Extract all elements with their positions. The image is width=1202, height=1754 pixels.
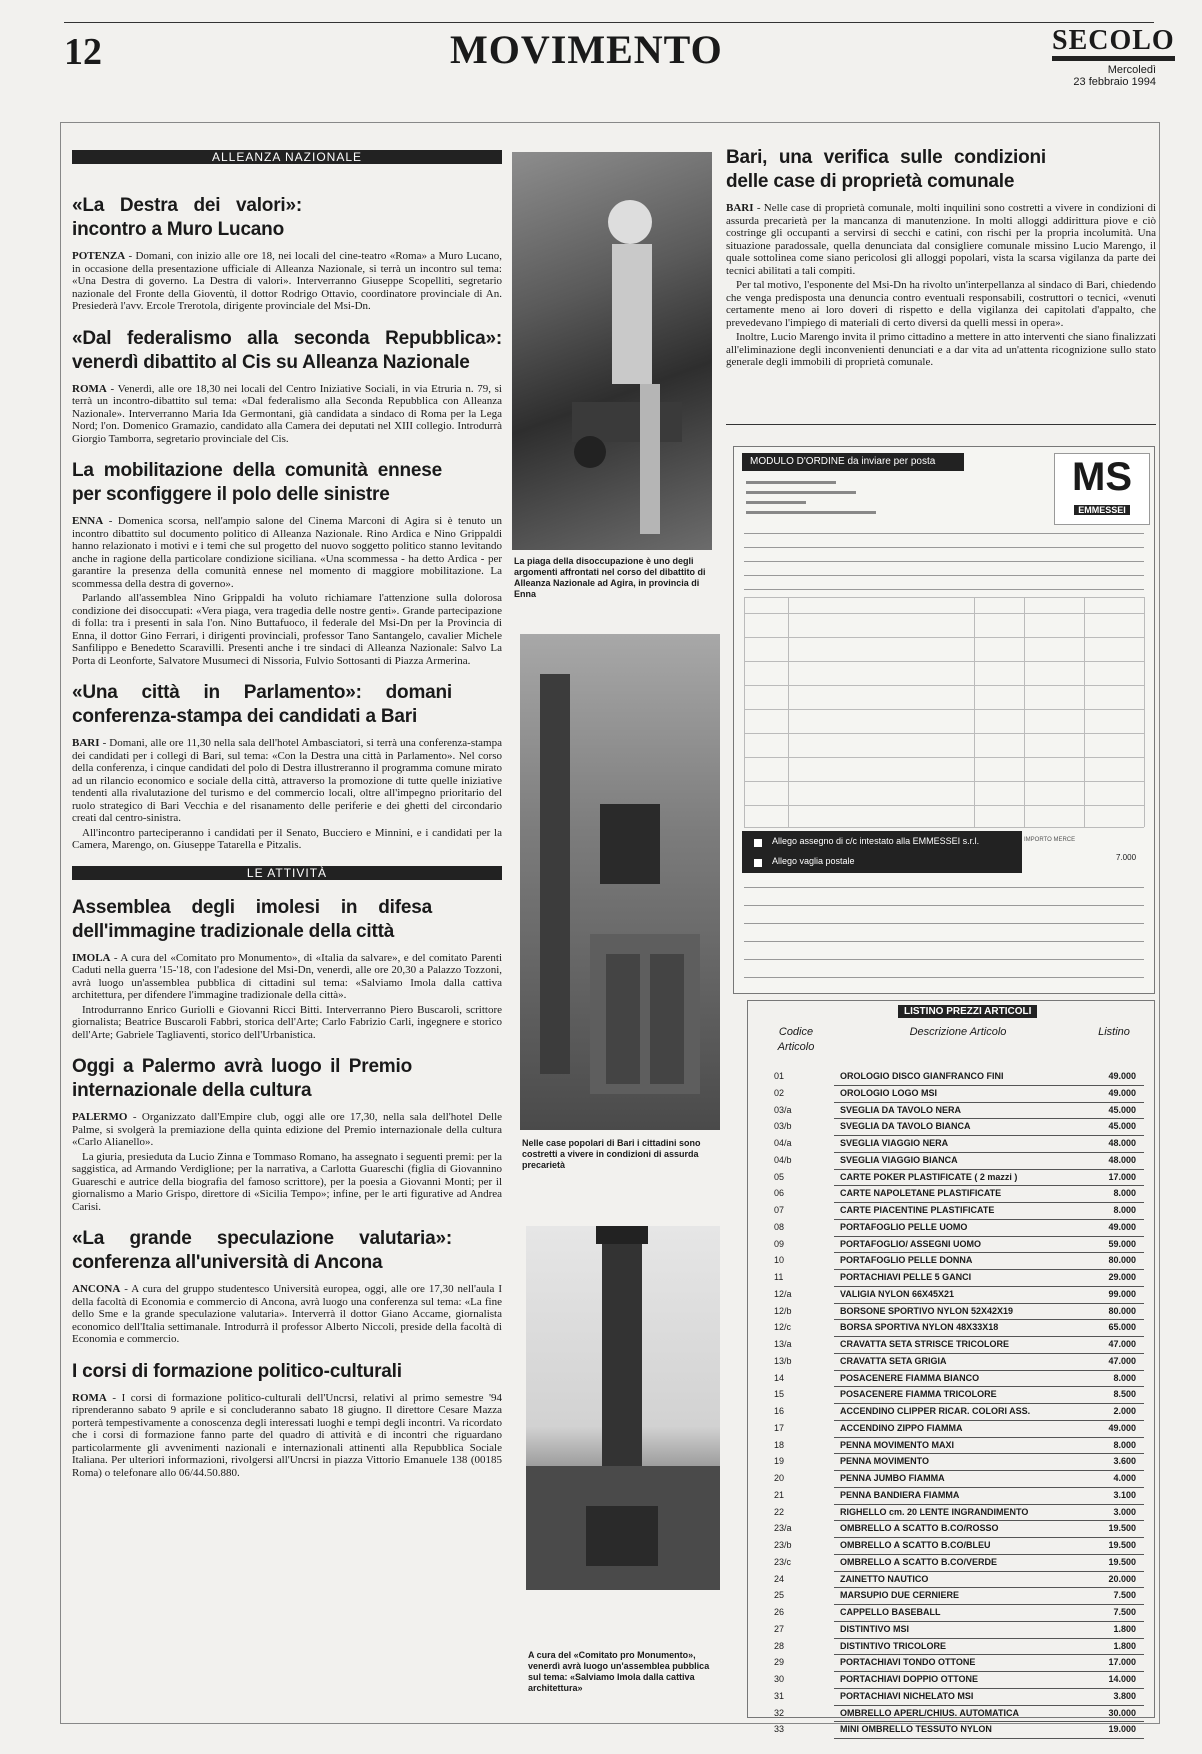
article-code: 20 — [774, 1473, 785, 1483]
table-row — [774, 1572, 1144, 1589]
table-row — [774, 1404, 1144, 1421]
article-body: La giuria, presieduta da Lucio Zinna e Tommaso Romano, ha assegnato i seguenti premi: per la saggistica, ad Armando Verdiglione; per la narrativa, a Carlotta Guareschi (figlia di Giovannino Guareschi e autrice della biografia del famoso scrittore), per la poesia a Giovanni Monti; per il giornalismo a Mario Grispo, direttore di «Sicilia Tempo»; infine, per le arti figurative ad Andrea Carisi. — [72, 1150, 502, 1213]
article-headline: Assemblea degli imolesi in difesa dell'immagine tradizionale della città — [72, 896, 432, 942]
article-price: 8.000 — [1113, 1439, 1136, 1450]
table-row — [774, 1270, 1144, 1287]
table-row — [774, 1655, 1144, 1672]
table-row — [774, 1170, 1144, 1187]
article-description: POSACENERE FIAMMA TRICOLORE — [840, 1389, 997, 1400]
right-divider — [726, 424, 1156, 425]
article-price: 17.000 — [1108, 1171, 1136, 1182]
article-code: 23/b — [774, 1540, 792, 1550]
amount-value: 7.000 — [1116, 853, 1137, 862]
table-row — [774, 1588, 1144, 1605]
article-code: 02 — [774, 1087, 785, 1098]
article-price: 20.000 — [1108, 1573, 1136, 1584]
article-description: CARTE POKER PLASTIFICATE ( 2 mazzi ) — [840, 1171, 1018, 1182]
article-code: 11 — [774, 1272, 784, 1282]
photo-imola-tower — [526, 1226, 720, 1590]
article-description: DISTINTIVO MSI — [840, 1623, 910, 1634]
form-field-line[interactable] — [744, 959, 1144, 960]
form-field-line[interactable] — [744, 923, 1144, 924]
left-column — [72, 150, 502, 1493]
top-rule — [64, 22, 1154, 23]
article-price: 48.000 — [1108, 1154, 1136, 1165]
header-code: Codice Articolo — [777, 1026, 815, 1053]
issue-date: 23 febbraio 1994 — [1073, 76, 1156, 88]
article-headline: I corsi di formazione politico-culturali — [72, 1360, 402, 1382]
article-description: MARSUPIO DUE CERNIERE — [840, 1590, 960, 1601]
article-muro-lucano — [72, 194, 502, 313]
article-code: 23/a — [774, 1523, 792, 1534]
photo-caption-1: La piaga della disoccupazione è uno degli argomenti affrontati nel corso del dibattito di Alleanza Nazionale ad Agira, in provincia di Enna — [514, 556, 706, 599]
article-price: 17.000 — [1108, 1657, 1136, 1668]
article-price: 49.000 — [1108, 1071, 1136, 1081]
weekday: Mercoledì — [1107, 64, 1156, 76]
article-description: PENNA MOVIMENTO MAXI — [840, 1439, 955, 1450]
table-row — [774, 1103, 1144, 1120]
table-row — [774, 1069, 1144, 1086]
article-headline: «Dal federalismo alla seconda Repubblica»: venerdì dibattito al Cis su Alleanza Nazionale — [72, 327, 502, 373]
article-code: 05 — [774, 1171, 785, 1182]
article-description: MINI OMBRELLO TESSUTO NYLON — [840, 1724, 992, 1735]
table-row — [774, 1505, 1144, 1522]
article-description: ACCENDINO CLIPPER RICAR. COLORI ASS. — [840, 1406, 1031, 1416]
article-price: 19.500 — [1108, 1556, 1136, 1567]
article-price: 80.000 — [1108, 1305, 1136, 1316]
article-bari-parlamento — [72, 681, 502, 852]
article-enna — [72, 459, 502, 667]
table-row — [774, 1186, 1144, 1203]
dateline: POTENZA — [72, 250, 126, 262]
dateline: BARI — [726, 202, 754, 214]
article-price: 3.000 — [1113, 1506, 1136, 1517]
photo-bari-houses — [520, 634, 720, 1130]
article-price: 99.000 — [1108, 1288, 1136, 1299]
article-price: 7.500 — [1113, 1590, 1136, 1601]
dateline: ENNA — [72, 515, 104, 527]
article-description: PENNA BANDIERA FIAMMA — [840, 1489, 960, 1500]
article-description: PORTAFOGLIO PELLE DONNA — [840, 1255, 973, 1266]
table-row — [774, 1371, 1144, 1388]
article-description: PENNA JUMBO FIAMMA — [840, 1473, 945, 1483]
article-code: 29 — [774, 1657, 785, 1668]
article-price: 80.000 — [1108, 1255, 1136, 1266]
check-option-checkbox[interactable] — [754, 839, 762, 847]
dateline: ROMA — [72, 1391, 107, 1404]
article-headline: «Una città in Parlamento»: domani conferenza-stampa dei candidati a Bari — [72, 682, 452, 727]
building-illustration — [520, 634, 720, 1130]
article-price: 65.000 — [1108, 1322, 1136, 1333]
article-description: RIGHELLO cm. 20 LENTE INGRANDIMENTO — [840, 1506, 1029, 1517]
form-field-line[interactable] — [744, 905, 1144, 906]
article-code: 22 — [774, 1506, 785, 1517]
article-headline: «La grande speculazione valutaria»: conferenza all'università di Ancona — [72, 1228, 452, 1273]
amount-label: IMPORTO MERCE — [1024, 837, 1076, 843]
table-row — [774, 1253, 1144, 1270]
article-description: SVEGLIA DA TAVOLO BIANCA — [840, 1121, 971, 1132]
article-body: Introdurranno Enrico Guriolli e Giovanni Ricci Bitti. Interverranno Piero Buscaroli, scrittore giornalista; Beatrice Buscaroli Fabbri, storica dell'Arte; Carlo Fabrizio Carli, ingegnere e storico dell'Arte; Gabriele Tagliaventi, storico dell'Urbanistica. — [72, 1003, 502, 1041]
article-description: VALIGIA NYLON 66X45X21 — [840, 1288, 955, 1299]
article-headline: «La Destra dei valori»: incontro a Muro Lucano — [72, 195, 302, 240]
article-body: - Domenica scorsa, nell'ampio salone del Cinema Marconi di Agira si è tenuto un incontro dibattito sul documento politico di Alleanza Nazionale. Rino Ardica e Nino Grippaldi hanno relazionato i motivi e i temi che sul progetto del nuovo soggetto politico stanno levitando anche in ragione della particolare condizione siciliana. «Una scommessa - ha detto Ardica - per garantire la presenza della comunità ennese nel momento di maggiore mobilitazione. La scommessa della destra di governo». — [72, 515, 503, 590]
article-body: - A cura del «Comitato pro Monumento», di «Italia da salvare», e del comitato Parenti Caduti nella guerra '15-'18, con l'adesione del Msi-Dn, venerdì, alle ore 20,30 a Palazzo Tozzoni, avrà luogo un'assemblea pubblica di cittadini sul tema: «Salviamo Imola dalla cattiva architettura, per difendere l'immagine tradizionale della città». — [72, 951, 503, 1001]
table-row — [774, 1086, 1144, 1103]
table-row — [774, 1354, 1144, 1371]
table-row — [774, 1538, 1144, 1555]
article-code: 18 — [774, 1439, 785, 1450]
price-list — [747, 1000, 1155, 1735]
article-description: DISTINTIVO TRICOLORE — [840, 1640, 947, 1651]
article-imola — [72, 896, 502, 1042]
table-row — [774, 1237, 1144, 1254]
newspaper-brand: SECOLO — [1052, 26, 1175, 61]
article-description: CARTE NAPOLETANE PLASTIFICATE — [840, 1188, 1002, 1199]
article-price: 7.500 — [1113, 1607, 1136, 1617]
article-description: ZAINETTO NAUTICO — [840, 1573, 929, 1584]
article-code: 15 — [774, 1389, 785, 1400]
article-price: 8.000 — [1113, 1188, 1136, 1199]
article-code: 07 — [774, 1205, 785, 1215]
article-price: 48.000 — [1108, 1138, 1136, 1148]
article-price: 8.000 — [1113, 1205, 1136, 1215]
article-price: 49.000 — [1108, 1087, 1136, 1098]
article-description: PORTAFOGLIO PELLE UOMO — [840, 1221, 968, 1232]
article-headline: La mobilitazione della comunità ennese per sconfiggere il polo delle sinistre — [72, 460, 442, 505]
article-description: CARTE PIACENTINE PLASTIFICATE — [840, 1205, 995, 1215]
article-description: OROLOGIO DISCO GIANFRANCO FINI — [840, 1071, 1004, 1081]
article-code: 04/a — [774, 1138, 792, 1148]
article-body: - Organizzato dall'Empire club, oggi alle ore 17,30, nella sala dell'hotel Delle Palme, si svolgerà la premiazione della quinta edizione del Premio internazionale della cultura «Carlo Alianello». — [72, 1111, 503, 1148]
table-row — [774, 1672, 1144, 1689]
table-row — [774, 1287, 1144, 1304]
table-row — [774, 1203, 1144, 1220]
page-number: 12 — [64, 31, 102, 73]
table-row — [774, 1304, 1144, 1321]
article-description: POSACENERE FIAMMA BIANCO — [840, 1372, 980, 1383]
table-row — [774, 1421, 1144, 1438]
article-body: - Venerdì, alle ore 18,30 nei locali del Centro Iniziative Sociali, in via Etruria n. 79, si terrà un incontro-dibattito sul tema: «Dal federalismo alla Seconda Repubblica con Alleanza Nazionale». Interverranno Maria Ida Germontani, già candidata a sindaco di Roma per la Lega Nord; l'on. Domenico Gramazio, candidato alla Camera dei deputati nel XIII collegio. Introdurrà Giorgio Tamborra, segretario provinciale del Cis. — [72, 382, 502, 445]
article-description: OMBRELLO APERL/CHIUS. AUTOMATICA — [840, 1707, 1019, 1718]
order-items-grid[interactable] — [734, 447, 1154, 827]
table-row — [774, 1521, 1144, 1538]
article-body: - Domani, con inizio alle ore 18, nei locali del cine-teatro «Roma» a Muro Lucano, in occasione della presentazione ufficiale di Alleanza Nazionale, si terrà un incontro sul tema: «Una Destra di governo. La Destra di valori». Interverranno Giuseppe Scopelliti, segretario nazionale del Fronte della Gioventù, il dottor Rodrigo Ottavio, coordinatore provinciale di An. Presiederà l'avv. Ercole Trerotola, dirigente provinciale del Msi-Dn. — [72, 250, 502, 312]
article-price: 45.000 — [1108, 1104, 1136, 1115]
article-description: CAPPELLO BASEBALL — [840, 1607, 941, 1617]
article-description: PENNA MOVIMENTO — [840, 1456, 930, 1467]
article-description: CRAVATTA SETA STRISCE TRICOLORE — [840, 1339, 1009, 1349]
photo-worker-wheelbarrow — [512, 152, 712, 550]
article-code: 10 — [774, 1255, 785, 1266]
article-price: 4.000 — [1113, 1473, 1136, 1483]
photo-caption-3: A cura del «Comitato pro Monumento», venerdì avrà luogo un'assemblea pubblica sul tema: «Salviamo Imola dalla cattiva architettura» — [528, 1650, 710, 1693]
form-field-line[interactable] — [744, 941, 1144, 942]
dateline: ROMA — [72, 382, 107, 395]
article-code: 06 — [774, 1188, 785, 1199]
article-headline: Oggi a Palermo avrà luogo il Premio internazionale della cultura — [72, 1056, 412, 1101]
form-field-line[interactable] — [744, 977, 1144, 978]
photo-caption-2: Nelle case popolari di Bari i cittadini sono costretti a vivere in condizioni di assurda precarietà — [522, 1138, 701, 1170]
article-price: 19.500 — [1108, 1523, 1136, 1534]
section-title: MOVIMENTO — [450, 27, 723, 72]
article-body: Per tal motivo, l'esponente del Msi-Dn ha rivolto un'interpellanza al sindaco di Bari, chiedendo che venga predisposta una denuncia contro eventuali responsabili, costruttori o tecnici, «venuti certamente meno ai loro doveri di rispetto e della vigilanza dei capitolati d'appalto, che prevedevano l'impiego di materiali di certo diversi da quelli messi in opera». — [726, 279, 1156, 329]
article-price: 29.000 — [1108, 1272, 1136, 1282]
payment-options — [742, 831, 1022, 873]
article-code: 17 — [774, 1422, 785, 1433]
article-code: 12/b — [774, 1305, 792, 1316]
article-code: 19 — [774, 1456, 785, 1467]
table-row — [774, 1689, 1144, 1706]
article-price: 8.000 — [1113, 1372, 1136, 1383]
article-code: 26 — [774, 1607, 785, 1617]
article-description: SVEGLIA VIAGGIO NERA — [840, 1138, 949, 1148]
article-code: 09 — [774, 1238, 785, 1249]
article-code: 13/a — [774, 1339, 792, 1349]
postal-option-checkbox[interactable] — [754, 859, 762, 867]
article-price: 19.000 — [1108, 1724, 1136, 1735]
article-price: 2.000 — [1113, 1406, 1136, 1416]
article-description: CRAVATTA SETA GRIGIA — [840, 1355, 947, 1366]
table-row — [774, 1706, 1144, 1723]
article-code: 04/b — [774, 1154, 792, 1165]
article-headline: Bari, una verifica sulle condizioni delle case di proprietà comunale — [726, 147, 1046, 192]
article-body: - Nelle case di proprietà comunale, molti inquilini sono costretti a vivere in condizioni di assurda precarietà per la mancanza di manutenzione. In molti alloggi addirittura piove e ciò costringe gli occupanti a servirsi di secchi e catini, con rischi per la propria incolumità. Una situazione paradossale, quella denunciata dal consigliere comunale missino Lucio Marengo, il quale sottolinea come siano pericolosi gli alloggi popolari, vista la scarsa vigilanza da parte dei tecnici abilitati a tali compiti. — [726, 202, 1156, 277]
article-code: 01 — [774, 1071, 785, 1081]
form-field-line[interactable] — [744, 887, 1144, 888]
article-price: 30.000 — [1108, 1707, 1136, 1718]
header-price: Listino — [1098, 1026, 1130, 1038]
article-description: OMBRELLO A SCATTO B.CO/BLEU — [840, 1540, 991, 1550]
dateline: PALERMO — [72, 1111, 128, 1123]
article-bari-case — [726, 146, 1156, 371]
price-list-rows — [748, 1069, 1154, 1739]
table-row — [774, 1722, 1144, 1739]
article-code: 30 — [774, 1674, 785, 1684]
article-price: 45.000 — [1108, 1121, 1136, 1132]
article-description: PORTACHIAVI PELLE 5 GANCI — [840, 1272, 972, 1282]
table-row — [774, 1136, 1144, 1153]
order-form[interactable] — [733, 446, 1155, 994]
article-description: OROLOGIO LOGO MSI — [840, 1087, 938, 1098]
article-code: 12/c — [774, 1322, 792, 1333]
dateline: IMOLA — [72, 951, 111, 964]
article-corsi — [72, 1360, 502, 1480]
article-price: 3.800 — [1113, 1690, 1136, 1701]
order-form-title: MODULO D'ORDINE da inviare per posta — [742, 453, 964, 471]
table-row — [774, 1337, 1144, 1354]
logo-mark: MS — [1072, 455, 1132, 499]
postal-option-label: Allego vaglia postale — [772, 856, 855, 866]
article-code: 03/a — [774, 1104, 792, 1115]
article-code: 31 — [774, 1690, 785, 1701]
price-list-title: LISTINO PREZZI ARTICOLI — [898, 1005, 1037, 1018]
article-body: All'incontro parteciperanno i candidati per il Senato, Bucciero e Minnini, e i candidati per la Camera, Marengo, on. Giuseppe Tatarella e Pitzalis. — [72, 826, 502, 851]
article-code: 16 — [774, 1406, 785, 1416]
article-description: PORTACHIAVI DOPPIO OTTONE — [840, 1674, 979, 1684]
article-price: 19.500 — [1108, 1540, 1136, 1550]
article-code: 14 — [774, 1372, 785, 1383]
article-code: 25 — [774, 1590, 785, 1601]
article-price: 47.000 — [1108, 1339, 1136, 1349]
article-body: Inoltre, Lucio Marengo invita il primo cittadino a mettere in atto interventi che siano finalizzati all'eliminazione degli inconvenienti denunciati e a dar vita ad un'attenta ricognizione sullo stato generale degli immobili di proprietà comunale. — [726, 331, 1156, 368]
article-ancona — [72, 1227, 502, 1346]
article-body: Parlando all'assemblea Nino Grippaldi ha voluto richiamare l'attenzione sulla dolorosa condizione dei disoccupati: «Vera piaga, vera tragedia delle nostre genti». Grande partecipazione di folla: tra i presenti in sala l'on. Nino Buttafuoco, il federale del Msi-Dn per la Provincia di Enna, il dottor Gino Ferrari, i dirigenti provinciali, professor Tano Santangelo, cavalier Michele Sanfilippo e Benedetto Scaravilli. Presenti anche i tre sindaci di Alleanza Nazionale: Salvo La Porta di Leonforte, Salvatore Musumeci di Nissoria, Fulvio Sottosanti di Piazza Armerina. — [72, 592, 502, 667]
article-description: ACCENDINO ZIPPO FIAMMA — [840, 1422, 963, 1433]
article-body: - I corsi di formazione politico-culturali dell'Uncrsi, relativi al primo semestre '94 riprenderanno sabato 9 aprile e si concluderanno sabato 18 giugno. Il direttore Cesare Mazza porterà tempestivamente a conoscenza degli interessati luoghi e tempi degli incontri. Va ricordato che i corsi di formazione fanno parte del quadro di attività e di incontri che riguardano particolarmente gli avvenimenti nazionali e internazionali attinenti alla Repubblica Sociale Italiana. Per ulteriori informazioni, rivolgersi all'Uncrsi in piazza Vittorio Emanuele 138 (00185 Roma) o telefonare allo 06/44.50.880. — [72, 1391, 502, 1479]
article-code: 13/b — [774, 1355, 792, 1366]
article-code: 21 — [774, 1489, 785, 1500]
article-code: 03/b — [774, 1121, 792, 1132]
date-block — [1050, 64, 1156, 88]
wheelbarrow-illustration — [512, 152, 712, 550]
article-description: PORTACHIAVI NICHELATO MSI — [840, 1690, 974, 1701]
table-row — [774, 1622, 1144, 1639]
dateline: ANCONA — [72, 1283, 121, 1295]
article-price: 47.000 — [1108, 1355, 1136, 1366]
table-row — [774, 1387, 1144, 1404]
section-bar-alleanza: ALLEANZA NAZIONALE — [72, 150, 502, 164]
article-description: OMBRELLO A SCATTO B.CO/VERDE — [840, 1556, 998, 1567]
article-description: SVEGLIA VIAGGIO BIANCA — [840, 1154, 958, 1165]
article-price: 1.800 — [1113, 1640, 1136, 1651]
article-code: 24 — [774, 1573, 785, 1584]
article-code: 27 — [774, 1623, 785, 1634]
table-row — [774, 1555, 1144, 1572]
article-description: BORSA SPORTIVA NYLON 48X33X18 — [840, 1322, 999, 1333]
table-row — [774, 1639, 1144, 1656]
article-price: 49.000 — [1108, 1422, 1136, 1433]
table-row — [774, 1153, 1144, 1170]
article-code: 32 — [774, 1707, 785, 1718]
table-row — [774, 1438, 1144, 1455]
article-code: 28 — [774, 1640, 785, 1651]
article-price: 8.500 — [1113, 1389, 1136, 1400]
header-description: Descrizione Articolo — [909, 1026, 1007, 1038]
article-price: 3.100 — [1113, 1489, 1136, 1500]
article-price: 59.000 — [1108, 1238, 1136, 1249]
article-code: 08 — [774, 1221, 785, 1232]
article-price: 3.600 — [1113, 1456, 1136, 1467]
dateline: BARI — [72, 737, 100, 749]
tower-illustration — [526, 1226, 720, 1590]
article-description: OMBRELLO A SCATTO B.CO/ROSSO — [840, 1523, 999, 1534]
section-bar-attivita: LE ATTIVITÀ — [72, 866, 502, 880]
article-palermo — [72, 1055, 502, 1213]
table-row — [774, 1220, 1144, 1237]
article-body: - A cura del gruppo studentesco Università europea, oggi, alle ore 17,30 nell'aula I della facoltà di Economia e commercio di Ancona, avrà luogo una conferenza sul tema: «La fine dello Sme e la grande speculazione valutaria». Interverrà il dottor Giano Accame, giornalista economico dell'Italia settimanale. Introdurrà il professor Alberto Niccoli, preside della facoltà di Economia e commercio. — [72, 1283, 502, 1345]
article-description: PORTAFOGLIO/ ASSEGNI UOMO — [840, 1238, 982, 1249]
table-row — [774, 1454, 1144, 1471]
table-row — [774, 1119, 1144, 1136]
check-option-label: Allego assegno di c/c intestato alla EMMESSEI s.r.l. — [772, 836, 980, 846]
article-body: - Domani, alle ore 11,30 nella sala dell'hotel Ambasciatori, si terrà una conferenza-stampa dei candidati per i collegi di Bari, sul tema: «Con la Destra una città in Parlamento». Nel corso della conferenza, i cinque candidati del polo di Destra illustreranno il programma comune mirato ad un rilancio economico e sociale della città, attraverso la promozione di tutte quelle iniziative tendenti alla rivalutazione del turismo e del commercio locali, oltre all'impegno prioritario del ruolo strategico di Bari Vecchia e del risanamento delle periferie e dei ghetti del circondario creati dal centro-sinistra. — [72, 737, 502, 824]
article-code: 23/c — [774, 1556, 792, 1567]
article-price: 1.800 — [1113, 1623, 1136, 1634]
article-description: SVEGLIA DA TAVOLO NERA — [840, 1104, 962, 1115]
logo-name: EMMESSEI — [1074, 505, 1130, 515]
article-code: 33 — [774, 1724, 785, 1735]
article-description: PORTACHIAVI TONDO OTTONE — [840, 1657, 976, 1668]
table-row — [774, 1488, 1144, 1505]
article-code: 12/a — [774, 1288, 792, 1299]
article-description: BORSONE SPORTIVO NYLON 52X42X19 — [840, 1305, 1014, 1316]
table-row — [774, 1471, 1144, 1488]
table-row — [774, 1605, 1144, 1622]
table-row — [774, 1320, 1144, 1337]
article-price: 14.000 — [1108, 1674, 1136, 1684]
article-federalismo — [72, 327, 502, 446]
article-price: 49.000 — [1108, 1221, 1136, 1232]
